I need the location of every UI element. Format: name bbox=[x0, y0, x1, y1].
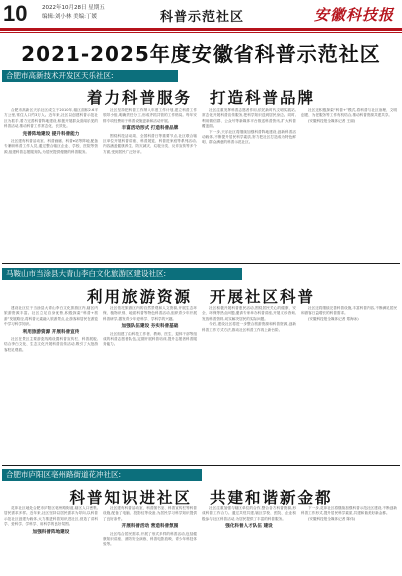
article-title-left: 利用旅游资源 bbox=[86, 288, 192, 306]
article-headline bbox=[0, 486, 402, 508]
section-title: 科普示范社区 bbox=[160, 10, 245, 25]
article-section-label: 合肥市庐阳区亳州路街道花冲社区: bbox=[2, 469, 202, 481]
article-column bbox=[4, 506, 98, 574]
article-paragraph: 社区建有科普活动室、科普图书室、科普宣传栏等科普设施,配备了电脑、投影仪等设备,为居民学习科学知识提供了良好条件。 bbox=[103, 506, 197, 521]
article-headline bbox=[0, 86, 402, 108]
article-paragraph: 社区还积极探索“科普+”模式,将科普与社区治理、文明创建、为老服务等工作有机结合,推动科普资源共建共享。 bbox=[301, 108, 397, 118]
page-headline: 2021-2025年度安徽省科普示范社区 bbox=[21, 42, 381, 66]
article-subheading: 丰富活动形式 打造科普品牌 bbox=[121, 126, 179, 132]
article-title-right: 共建和谐新金都 bbox=[210, 489, 333, 507]
article-title-right: 打造科普品牌 bbox=[210, 89, 316, 107]
article-title-right: 开展社区科普 bbox=[210, 288, 316, 306]
article-column bbox=[301, 306, 397, 462]
article-subheading: 强化科普人才队伍 建设 bbox=[225, 524, 273, 530]
article-divider bbox=[2, 263, 400, 264]
article-paragraph: 社区结合居民需求,开展了形式多样的科普活动,包括健康知识讲座、消防安全演练、科普电影放映、青少年科技体验等。 bbox=[103, 531, 197, 547]
article-column bbox=[202, 506, 296, 574]
article-paragraph: 今后,建设社区将进一步整合旅游资源和科普资源,创新科普工作方式方法,推动社区科普工作再上新台阶。 bbox=[202, 322, 296, 332]
article-subheading: 加强科普阵地建设 bbox=[32, 529, 70, 535]
article-subheading: 加强队伍建设 夯实科普基础 bbox=[121, 324, 179, 330]
masthead bbox=[0, 0, 402, 32]
page-number: 10 bbox=[3, 1, 28, 26]
article-paragraph: 社区依托旅游区内的自然景观和人文资源,开展生态环保、植物识别、地质科普等特色科普活动,组织青少年开展科普研学,激发青少年爱科学、学科学的兴趣。 bbox=[103, 306, 197, 321]
issue-date: 2022年10月28日 星期五 bbox=[42, 5, 105, 11]
article-column bbox=[4, 108, 98, 260]
article-paragraph: 社区注重加强与辖区单位的合作,整合各方科普资源,形成科普工作合力。通过共驻共建,辖区学校、医院、企业积极参与社区科普活动,为居民提供了丰富的科普服务。 bbox=[202, 506, 296, 521]
article-column bbox=[103, 306, 197, 462]
article-subheading: 利用旅游资源 开展科普宣传 bbox=[22, 329, 80, 335]
top-rule bbox=[0, 28, 402, 31]
article-paragraph: 下一步,花冲社区将继续加强科普示范社区建设,不断创新科普工作形式,提升居民科学素质,共建和谐美好新金都。 bbox=[301, 506, 397, 516]
article-paragraph: 社区坚持把科普工作纳入年度工作计划,建立科普工作领导小组,明确责任分工,形成齐抓共管的工作格局。每年安排专项经费用于科普设施更新和活动开展。 bbox=[103, 108, 197, 123]
top-rule-thin bbox=[0, 32, 402, 33]
article-paragraph: 建设社区位于当涂县大青山李白文化旅游区内,辖区内旅游资源丰富。社区立足自身优势,积极探索“科普+旅游”发展路径,将科普元素融入旅游景点,让游客和居民在游览中学习科学知识。 bbox=[4, 306, 98, 327]
article-column bbox=[301, 506, 397, 574]
article-column bbox=[202, 108, 296, 260]
article-column bbox=[4, 306, 98, 462]
article-paragraph: 社区在景区主要游览线路设置科普宣传栏、科普展板,结合李白文化、生态文化开展科普宣传活动,吸引了大批游客驻足观看。 bbox=[4, 337, 98, 352]
article-paragraph: 下一步,天乐社区将继续加强科普阵地建设,创新科普活动载体,不断提升居民科学素质,努力把社区打造成为特色鲜明、群众满意的科普示范社区。 bbox=[202, 129, 296, 145]
article-subheading: 完善阵地建设 提升科普能力 bbox=[22, 131, 80, 137]
article-paragraph: (安徽科技报全媒体记者 王丽) bbox=[308, 118, 356, 123]
article-title-left: 着力科普服务 bbox=[86, 89, 192, 107]
article-section-label: 马鞍山市当涂县大青山李白文化旅游区建设社区: bbox=[2, 268, 242, 280]
article-paragraph: 围绕科技活动周、全国科普日等重要节点,社区联合辖区单位开展科普讲座、科普展览、科普进家庭等系列活动,内容涵盖健康养生、防灾减灾、垃圾分类、反诈宣传等多个方面,受到居民广泛好评。 bbox=[103, 133, 197, 154]
article-paragraph: 社区积极开展科普惠民活动,围绕居民关心的健康、安全、环保等热点问题,邀请专家举办科普讲座,开展义诊咨询,发放科普资料,切实解决居民的实际问题。 bbox=[202, 306, 296, 321]
article-paragraph: 社区组建了由科技工作者、教师、医生、退休干部等组成的科普志愿者队伍,定期开展科普培训,提升志愿者科普服务能力。 bbox=[103, 331, 197, 347]
article-paragraph: 花冲社区地处合肥市庐阳区亳州路街道,辖区人口密集,居民需求多样。近年来,社区坚持以居民需求为导向,以科普示范社区创建为载体,大力推进科普知识进社区,营造了讲科学、爱科学、学科学、用科学的良好氛围。 bbox=[4, 506, 98, 527]
article-paragraph: 合肥市高新区天乐社区成立于2010年,辖区面积2.6平方公里,常住人口约3万人。近年来,社区以创建科普示范社区为抓手,着力完善科普阵地建设,积极开展群众喜闻乐见的科普活动,推动科普工作常态化、长效化。 bbox=[4, 108, 98, 129]
article-title-left: 科普知识进社区 bbox=[69, 489, 192, 507]
article-divider bbox=[2, 465, 400, 466]
article-column bbox=[103, 108, 197, 260]
article-headline bbox=[0, 285, 402, 307]
article-paragraph: (安徽科技报全媒体记者 郑海冰) bbox=[308, 316, 359, 321]
editor-line: 编辑:刘小林 美编:丁媛 bbox=[42, 14, 97, 20]
article-subheading: 开展科普活动 营造科普氛围 bbox=[121, 524, 179, 530]
article-paragraph: 社区建有科普活动室、科普画廊、科普e站等阵地,配备专兼职科普工作人员,通过整合辖区企业、学校、医院等资源,组建科普志愿服务队,为居民提供便捷的科普服务。 bbox=[4, 139, 98, 154]
article-column bbox=[103, 506, 197, 574]
article-paragraph: (安徽科技报全媒体记者 陈伟) bbox=[308, 516, 356, 521]
article-paragraph: 社区还将继续完善科普设施,丰富科普内容,不断满足居民和游客日益增长的科普需求。 bbox=[301, 306, 397, 316]
article-section-label: 合肥市高新技术开发区天乐社区: bbox=[2, 70, 178, 82]
newspaper-logo: 安徽科技报 bbox=[313, 6, 394, 24]
article-paragraph: 社区注重发挥科普志愿者作用,依托新时代文明实践站,常态化开展科普宣传服务,把科学知识送到居民身边。同时,利用微信群、公众号等新媒体平台推送科普资讯,扩大科普覆盖面。 bbox=[202, 108, 296, 129]
article-column bbox=[202, 306, 296, 462]
article-column bbox=[301, 108, 397, 260]
